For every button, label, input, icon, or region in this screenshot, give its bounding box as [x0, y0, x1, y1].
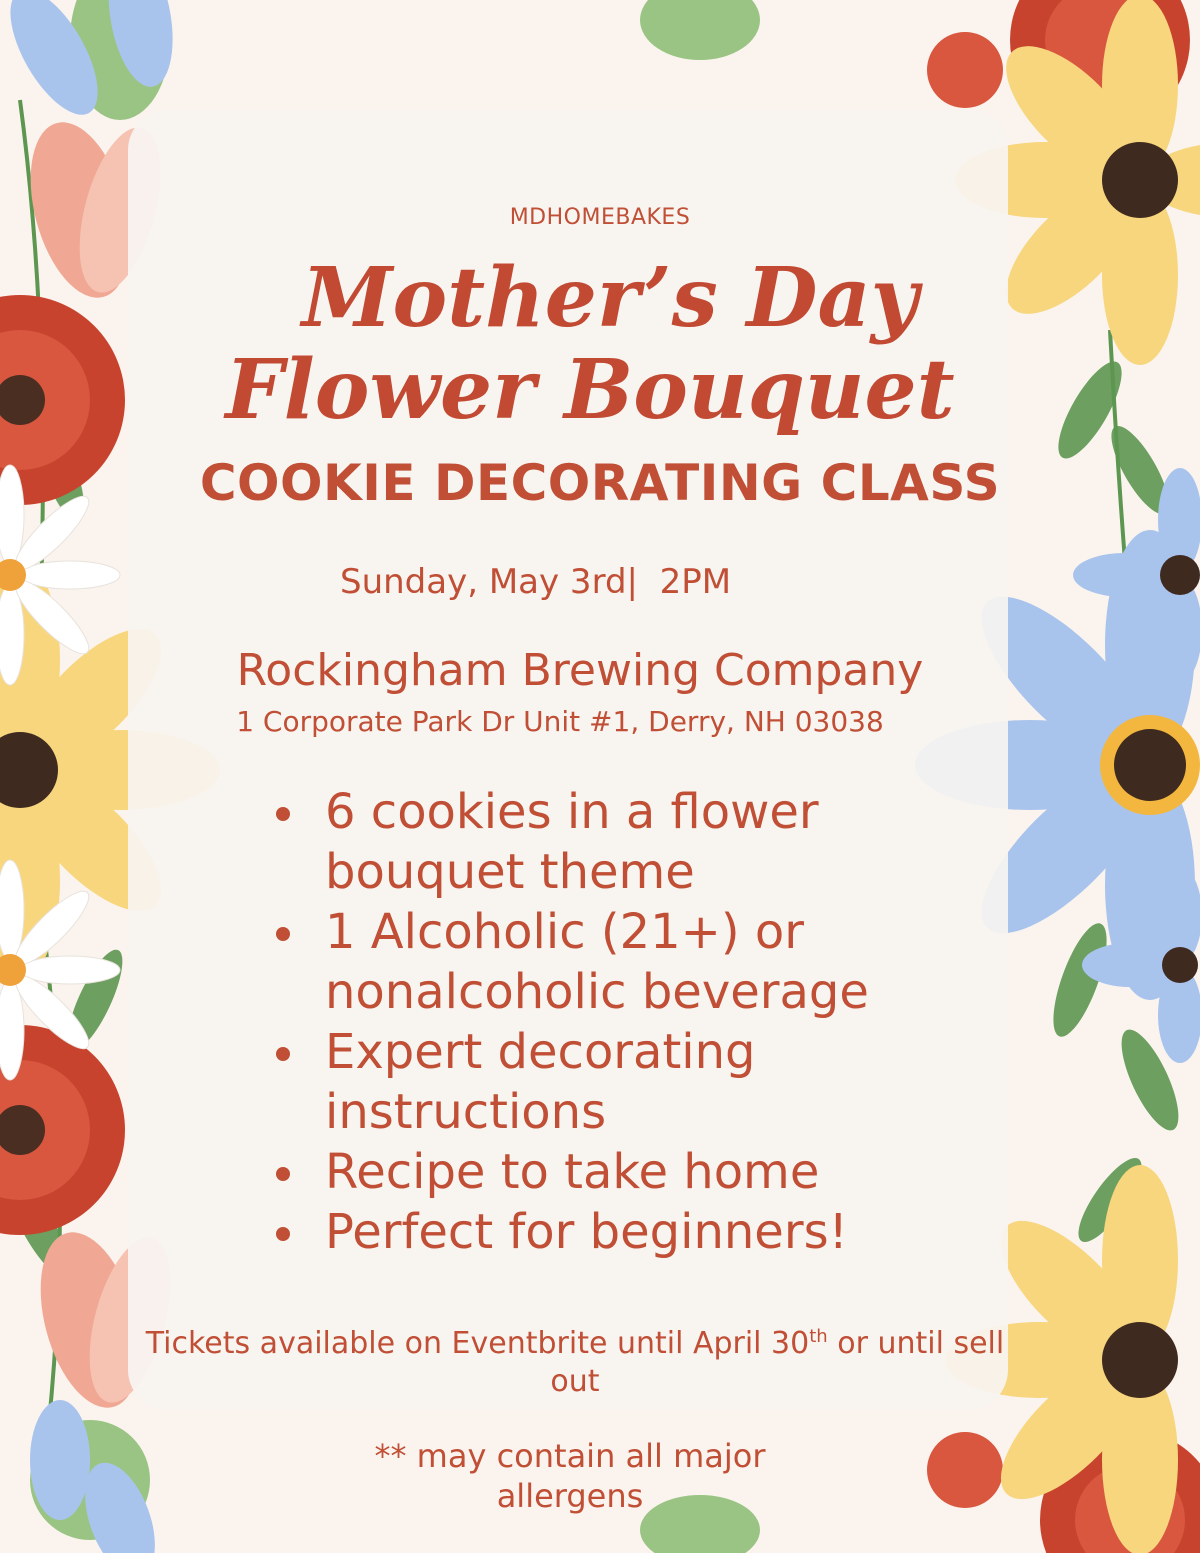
brand-name: MDHOMEBAKES [509, 205, 691, 230]
bullet-icon [276, 927, 290, 941]
title-line-2: Flower Bouquet [225, 342, 955, 438]
list-item: 6 cookies in a flower bouquet theme [270, 782, 970, 902]
title-line-1: Mother’s Day [301, 250, 919, 346]
bullet-icon [276, 1227, 290, 1241]
feature-list [270, 782, 970, 1262]
ticket-info: Tickets available on Eventbrite until April 30th or until sell out [145, 1326, 1005, 1399]
allergen-note: ** may contain all major allergens [374, 1437, 766, 1515]
list-item: Recipe to take home [270, 1142, 970, 1202]
list-item: Perfect for beginners! [270, 1202, 970, 1262]
bullet-icon [276, 1167, 290, 1181]
bullet-icon [276, 1047, 290, 1061]
list-item: Expert decorating instructions [270, 1022, 970, 1142]
event-date-time: Sunday, May 3rd| 2PM [340, 562, 732, 602]
list-item: 1 Alcoholic (21+) or nonalcoholic beverage [270, 902, 970, 1022]
venue-address: 1 Corporate Park Dr Unit #1, Derry, NH 03038 [236, 705, 884, 738]
venue-name: Rockingham Brewing Company [236, 645, 924, 696]
event-subtitle: COOKIE DECORATING CLASS [199, 454, 1001, 512]
bullet-icon [276, 807, 290, 821]
